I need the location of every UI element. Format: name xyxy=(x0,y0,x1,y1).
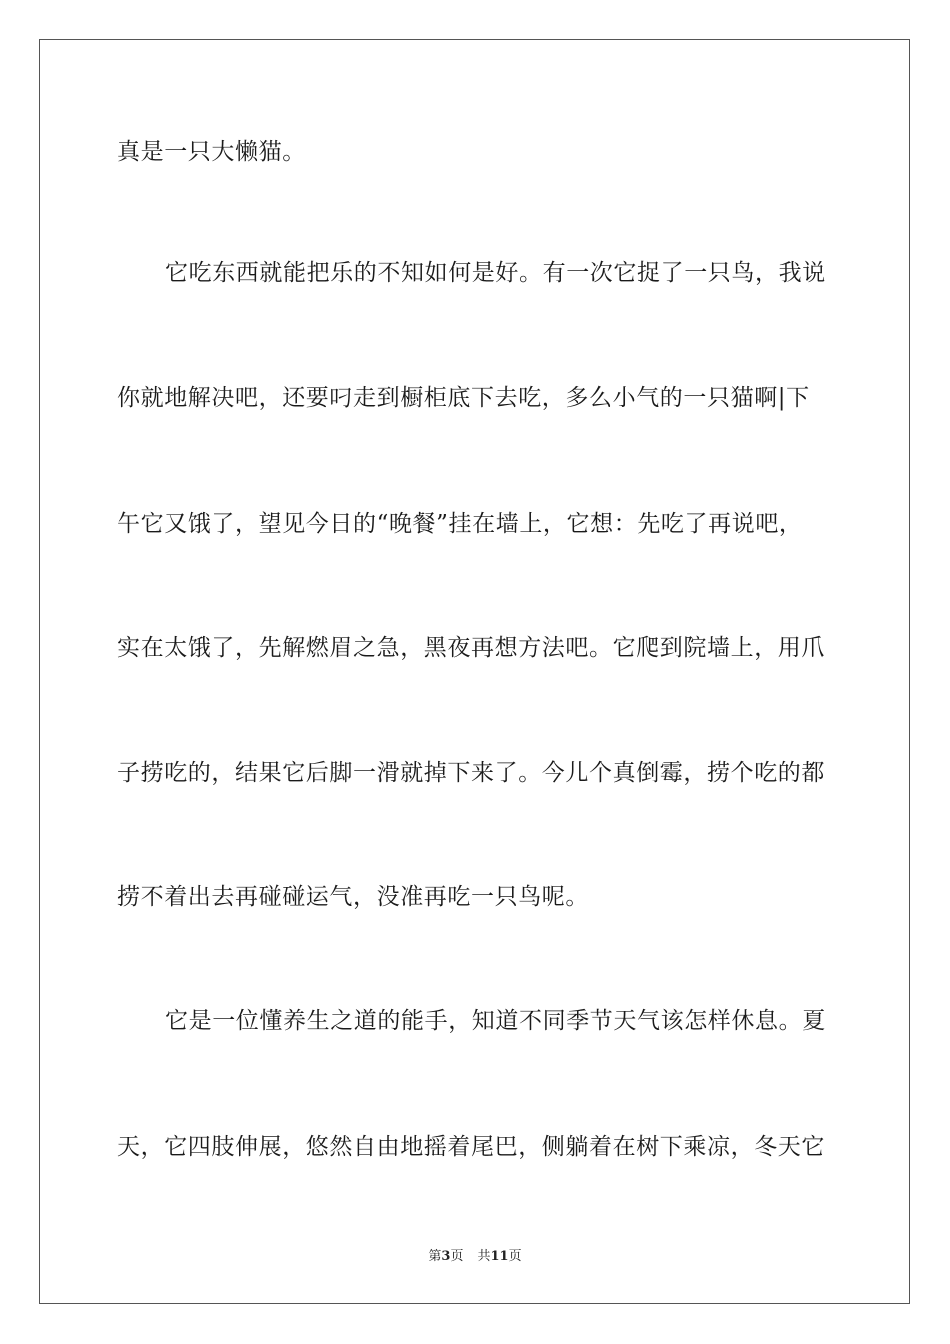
text-line: 你就地解决吧，还要叼走到橱柜底下去吃，多么小气的一只猫啊|下 xyxy=(117,385,810,411)
page-suffix: 页 xyxy=(450,1249,464,1264)
total-pages: 11 xyxy=(490,1249,509,1264)
text-line: 午它又饿了，望见今日的“晚餐”挂在墙上，它想：先吃了再说吧， xyxy=(117,511,803,537)
page-border xyxy=(39,39,910,1304)
page-prefix: 第 xyxy=(428,1249,442,1264)
page-footer xyxy=(0,1248,950,1266)
page-number: 3 xyxy=(441,1249,451,1264)
paragraph-start-line: 它是一位懂养生之道的能手，知道不同季节天气该怎样休息。夏 xyxy=(165,1008,826,1034)
text-line: 天，它四肢伸展，悠然自由地摇着尾巴，侧躺着在树下乘凉，冬天它 xyxy=(117,1134,825,1160)
text-line: 捞不着出去再碰碰运气，没准再吃一只鸟呢。 xyxy=(117,884,589,910)
paragraph-start-line: 它吃东西就能把乐的不知如何是好。有一次它捉了一只鸟，我说 xyxy=(165,260,826,286)
total-suffix: 页 xyxy=(508,1249,522,1264)
text-line: 真是一只大懒猫。 xyxy=(117,139,306,165)
total-prefix: 共 xyxy=(477,1249,491,1264)
text-line: 子捞吃的，结果它后脚一滑就掉下来了。今儿个真倒霉，捞个吃的都 xyxy=(117,760,825,786)
text-line: 实在太饿了，先解燃眉之急，黑夜再想方法吧。它爬到院墙上，用爪 xyxy=(117,635,825,661)
